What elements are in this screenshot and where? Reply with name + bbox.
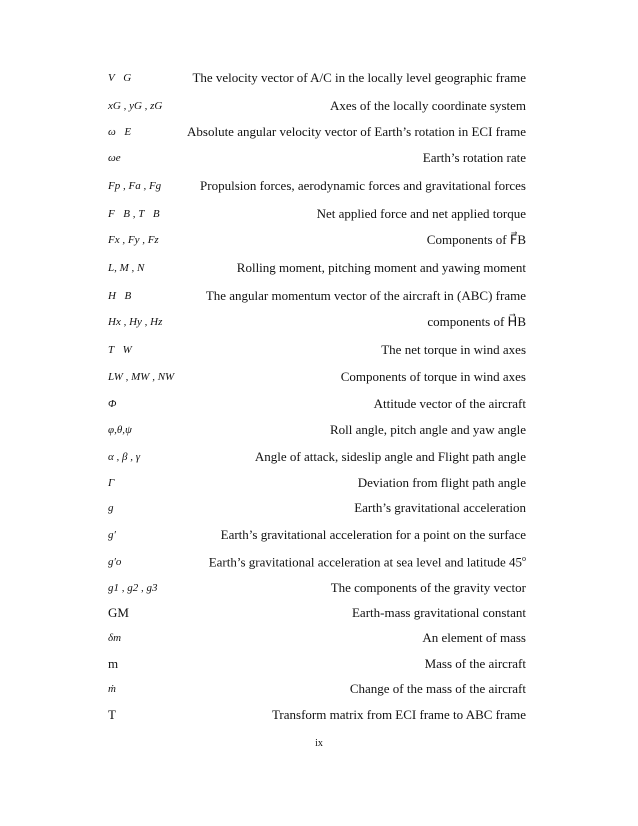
nomenclature-row bbox=[108, 232, 526, 252]
nomenclature-row bbox=[108, 605, 526, 625]
symbol: H⃗B bbox=[108, 290, 132, 302]
nomenclature-row bbox=[108, 124, 526, 144]
description-text: Propulsion forces, aerodynamic forces and gravitational forces bbox=[200, 178, 526, 193]
description-text: The angular momentum vector of the aircraft in (ABC) frame bbox=[205, 288, 526, 303]
description-text: Deviation from flight path angle bbox=[357, 475, 526, 490]
description bbox=[427, 314, 526, 330]
symbol: Φ⃗ bbox=[108, 398, 125, 410]
nomenclature-row bbox=[108, 527, 526, 547]
symbol: T bbox=[108, 707, 116, 722]
description-text: The velocity vector of A/C in the locally level geographic frame bbox=[192, 70, 526, 85]
nomenclature-row bbox=[108, 260, 526, 280]
symbol: V⃗G bbox=[108, 72, 132, 84]
nomenclature-row bbox=[108, 206, 526, 226]
description bbox=[221, 527, 526, 543]
description-text: The net torque in wind axes bbox=[381, 342, 526, 357]
description bbox=[425, 656, 526, 672]
description bbox=[381, 342, 526, 358]
description-text: Earth’s gravitational acceleration at sea level and latitude 45 bbox=[208, 554, 522, 570]
symbol: g′o bbox=[108, 556, 122, 568]
superscript: o bbox=[522, 554, 526, 563]
description-text: Attitude vector of the aircraft bbox=[373, 396, 526, 411]
symbol: Γ bbox=[108, 477, 115, 489]
symbol: Fx , Fy , Fz bbox=[108, 234, 159, 246]
nomenclature-row bbox=[108, 314, 526, 334]
symbol: Hx , Hy , Hz bbox=[108, 316, 163, 328]
symbol: δm bbox=[108, 632, 122, 644]
description-text: Absolute angular velocity vector of Earth’s rotation in ECI frame bbox=[187, 124, 526, 139]
description bbox=[374, 396, 526, 412]
symbol: g′ bbox=[108, 529, 116, 541]
description bbox=[331, 580, 526, 596]
description-text: Rolling moment, pitching moment and yawing moment bbox=[236, 260, 526, 275]
description bbox=[255, 449, 526, 465]
symbol: g1 , g2 , g3 bbox=[108, 582, 158, 594]
description bbox=[187, 124, 526, 140]
nomenclature-row bbox=[108, 449, 526, 469]
description-text: Change of the mass of the aircraft bbox=[349, 681, 526, 696]
description-text: An element of mass bbox=[422, 630, 526, 645]
description bbox=[330, 422, 526, 438]
nomenclature-row bbox=[108, 150, 526, 170]
description-text: components of H⃗B bbox=[427, 314, 526, 329]
description bbox=[358, 475, 526, 491]
nomenclature-row bbox=[108, 178, 526, 198]
description bbox=[206, 288, 526, 304]
description bbox=[354, 500, 526, 516]
symbol: ṁ bbox=[108, 683, 116, 695]
description bbox=[423, 150, 526, 166]
nomenclature-row bbox=[108, 554, 526, 574]
description bbox=[427, 232, 526, 248]
symbol: ωe bbox=[108, 152, 121, 164]
description bbox=[209, 554, 526, 570]
description-text: The components of the gravity vector bbox=[330, 580, 526, 595]
symbol: T⃗W bbox=[108, 344, 132, 356]
symbol: xG , yG , zG bbox=[108, 100, 163, 112]
nomenclature-row bbox=[108, 630, 526, 650]
description bbox=[350, 681, 526, 697]
description-text: Mass of the aircraft bbox=[424, 656, 526, 671]
description bbox=[330, 98, 526, 114]
description bbox=[422, 630, 526, 646]
description-text: Earth-mass gravitational constant bbox=[351, 605, 526, 620]
description bbox=[317, 206, 526, 222]
nomenclature-row bbox=[108, 475, 526, 495]
description-text: Axes of the locally coordinate system bbox=[329, 98, 526, 113]
symbol: ω⃗E bbox=[108, 126, 132, 138]
description bbox=[341, 369, 526, 385]
description-text: Transform matrix from ECI frame to ABC frame bbox=[271, 707, 526, 722]
nomenclature-row bbox=[108, 500, 526, 520]
description-text: Roll angle, pitch angle and yaw angle bbox=[329, 422, 526, 437]
nomenclature-row bbox=[108, 580, 526, 600]
nomenclature-row bbox=[108, 369, 526, 389]
nomenclature-row bbox=[108, 70, 526, 90]
nomenclature-row bbox=[108, 98, 526, 118]
description-text: Components of torque in wind axes bbox=[340, 369, 526, 384]
nomenclature-row bbox=[108, 396, 526, 416]
nomenclature-row bbox=[108, 707, 526, 727]
description-text: Net applied force and net applied torque bbox=[316, 206, 526, 221]
symbol: LW , MW , NW bbox=[108, 371, 175, 383]
description-text: Earth’s rotation rate bbox=[422, 150, 526, 165]
nomenclature-row bbox=[108, 288, 526, 308]
symbol: α , β , γ bbox=[108, 451, 141, 463]
nomenclature-row bbox=[108, 422, 526, 442]
description-text: Earth’s gravitational acceleration for a point on the surface bbox=[220, 527, 526, 542]
description bbox=[272, 707, 526, 723]
symbol: L, M , N bbox=[108, 262, 145, 274]
nomenclature-row bbox=[108, 342, 526, 362]
symbol: Fp , Fa , Fg bbox=[108, 180, 162, 192]
symbol: g bbox=[108, 502, 114, 514]
nomenclature-row bbox=[108, 681, 526, 701]
nomenclature-row bbox=[108, 656, 526, 676]
description bbox=[237, 260, 526, 276]
symbol: GM bbox=[108, 605, 129, 620]
symbol: φ,θ,ψ bbox=[108, 424, 132, 436]
page-number: ix bbox=[315, 738, 323, 749]
symbol: m bbox=[108, 656, 119, 671]
description bbox=[352, 605, 526, 621]
description-text: Earth’s gravitational acceleration bbox=[354, 500, 526, 515]
description-text: Angle of attack, sideslip angle and Flight path angle bbox=[254, 449, 526, 464]
description-text: Components of F⃗B bbox=[426, 232, 526, 247]
description bbox=[192, 70, 526, 86]
symbol: F⃗B , T⃗B bbox=[108, 208, 160, 220]
description bbox=[200, 178, 526, 194]
